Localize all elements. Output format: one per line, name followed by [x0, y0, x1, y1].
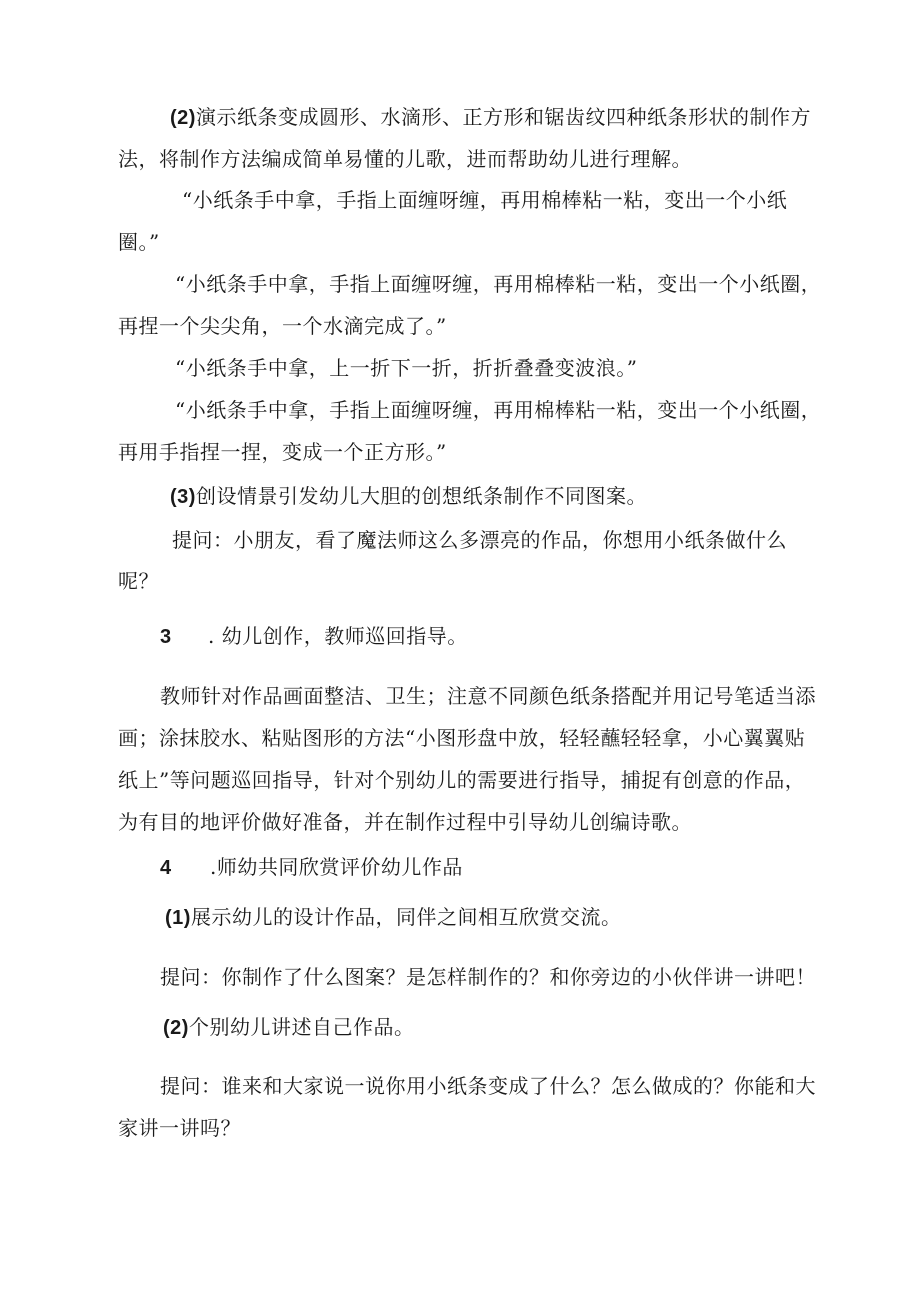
paragraph-line: 再用手指捏一捏，变成一个正方形。”	[118, 440, 447, 464]
paragraph-line: 提问：小朋友，看了魔法师这么多漂亮的作品，你想用小纸条做什么	[172, 528, 787, 552]
paragraph-line: “小纸条手中拿，上一折下一折，折折叠叠变波浪。”	[175, 356, 638, 380]
section-number: 3	[160, 626, 172, 648]
paragraph-line: (2)演示纸条变成圆形、水滴形、正方形和锯齿纹四种纸条形状的制作方	[170, 105, 811, 129]
list-marker: (1)	[165, 907, 191, 929]
paragraph-line: 画；涂抹胶水、粘贴图形的方法“小图形盘中放，轻轻蘸轻轻拿，小心翼翼贴	[118, 726, 806, 750]
paragraph-line: 纸上”等问题巡回指导，针对个别幼儿的需要进行指导，捕捉有创意的作品，	[118, 768, 806, 792]
paragraph-line: “小纸条手中拿，手指上面缠呀缠，再用棉棒粘一粘，变出一个小纸圈，	[175, 398, 822, 422]
paragraph-line: 家讲一讲吗？	[118, 1116, 241, 1140]
list-marker: (2)	[163, 1017, 189, 1039]
section-heading: 4 .师幼共同欣赏评价幼儿作品	[160, 853, 463, 882]
paragraph-line: “小纸条手中拿，手指上面缠呀缠，再用棉棒粘一粘，变出一个小纸	[182, 188, 788, 212]
section-number: 4	[160, 857, 172, 879]
list-marker: (3)	[170, 486, 196, 508]
paragraph-line: 提问：你制作了什么图案？是怎样制作的？和你旁边的小伙伴讲一讲吧！	[160, 965, 816, 989]
paragraph-line: 为有目的地评价做好准备，并在制作过程中引导幼儿创编诗歌。	[118, 810, 692, 834]
paragraph-line: (2)个别幼儿讲述自己作品。	[163, 1015, 415, 1039]
paragraph-line: (1)展示幼儿的设计作品，同伴之间相互欣赏交流。	[165, 905, 622, 929]
section-heading: 3 . 幼儿创作，教师巡回指导。	[160, 622, 468, 651]
paragraph-line: 教师针对作品画面整洁、卫生；注意不同颜色纸条搭配并用记号笔适当添	[160, 684, 816, 708]
paragraph-line: 呢？	[118, 569, 159, 593]
paragraph-line: (3)创设情景引发幼儿大胆的创想纸条制作不同图案。	[170, 484, 647, 508]
paragraph-line: 提问：谁来和大家说一说你用小纸条变成了什么？怎么做成的？你能和大	[160, 1074, 816, 1098]
paragraph-line: 法，将制作方法编成简单易懂的儿歌，进而帮助幼儿进行理解。	[118, 147, 692, 171]
list-marker: (2)	[170, 107, 196, 129]
paragraph-line: 再捏一个尖尖角，一个水滴完成了。”	[118, 314, 447, 338]
paragraph-line: “小纸条手中拿，手指上面缠呀缠，再用棉棒粘一粘，变出一个小纸圈，	[175, 272, 822, 296]
paragraph-line: 圈。”	[118, 230, 160, 254]
